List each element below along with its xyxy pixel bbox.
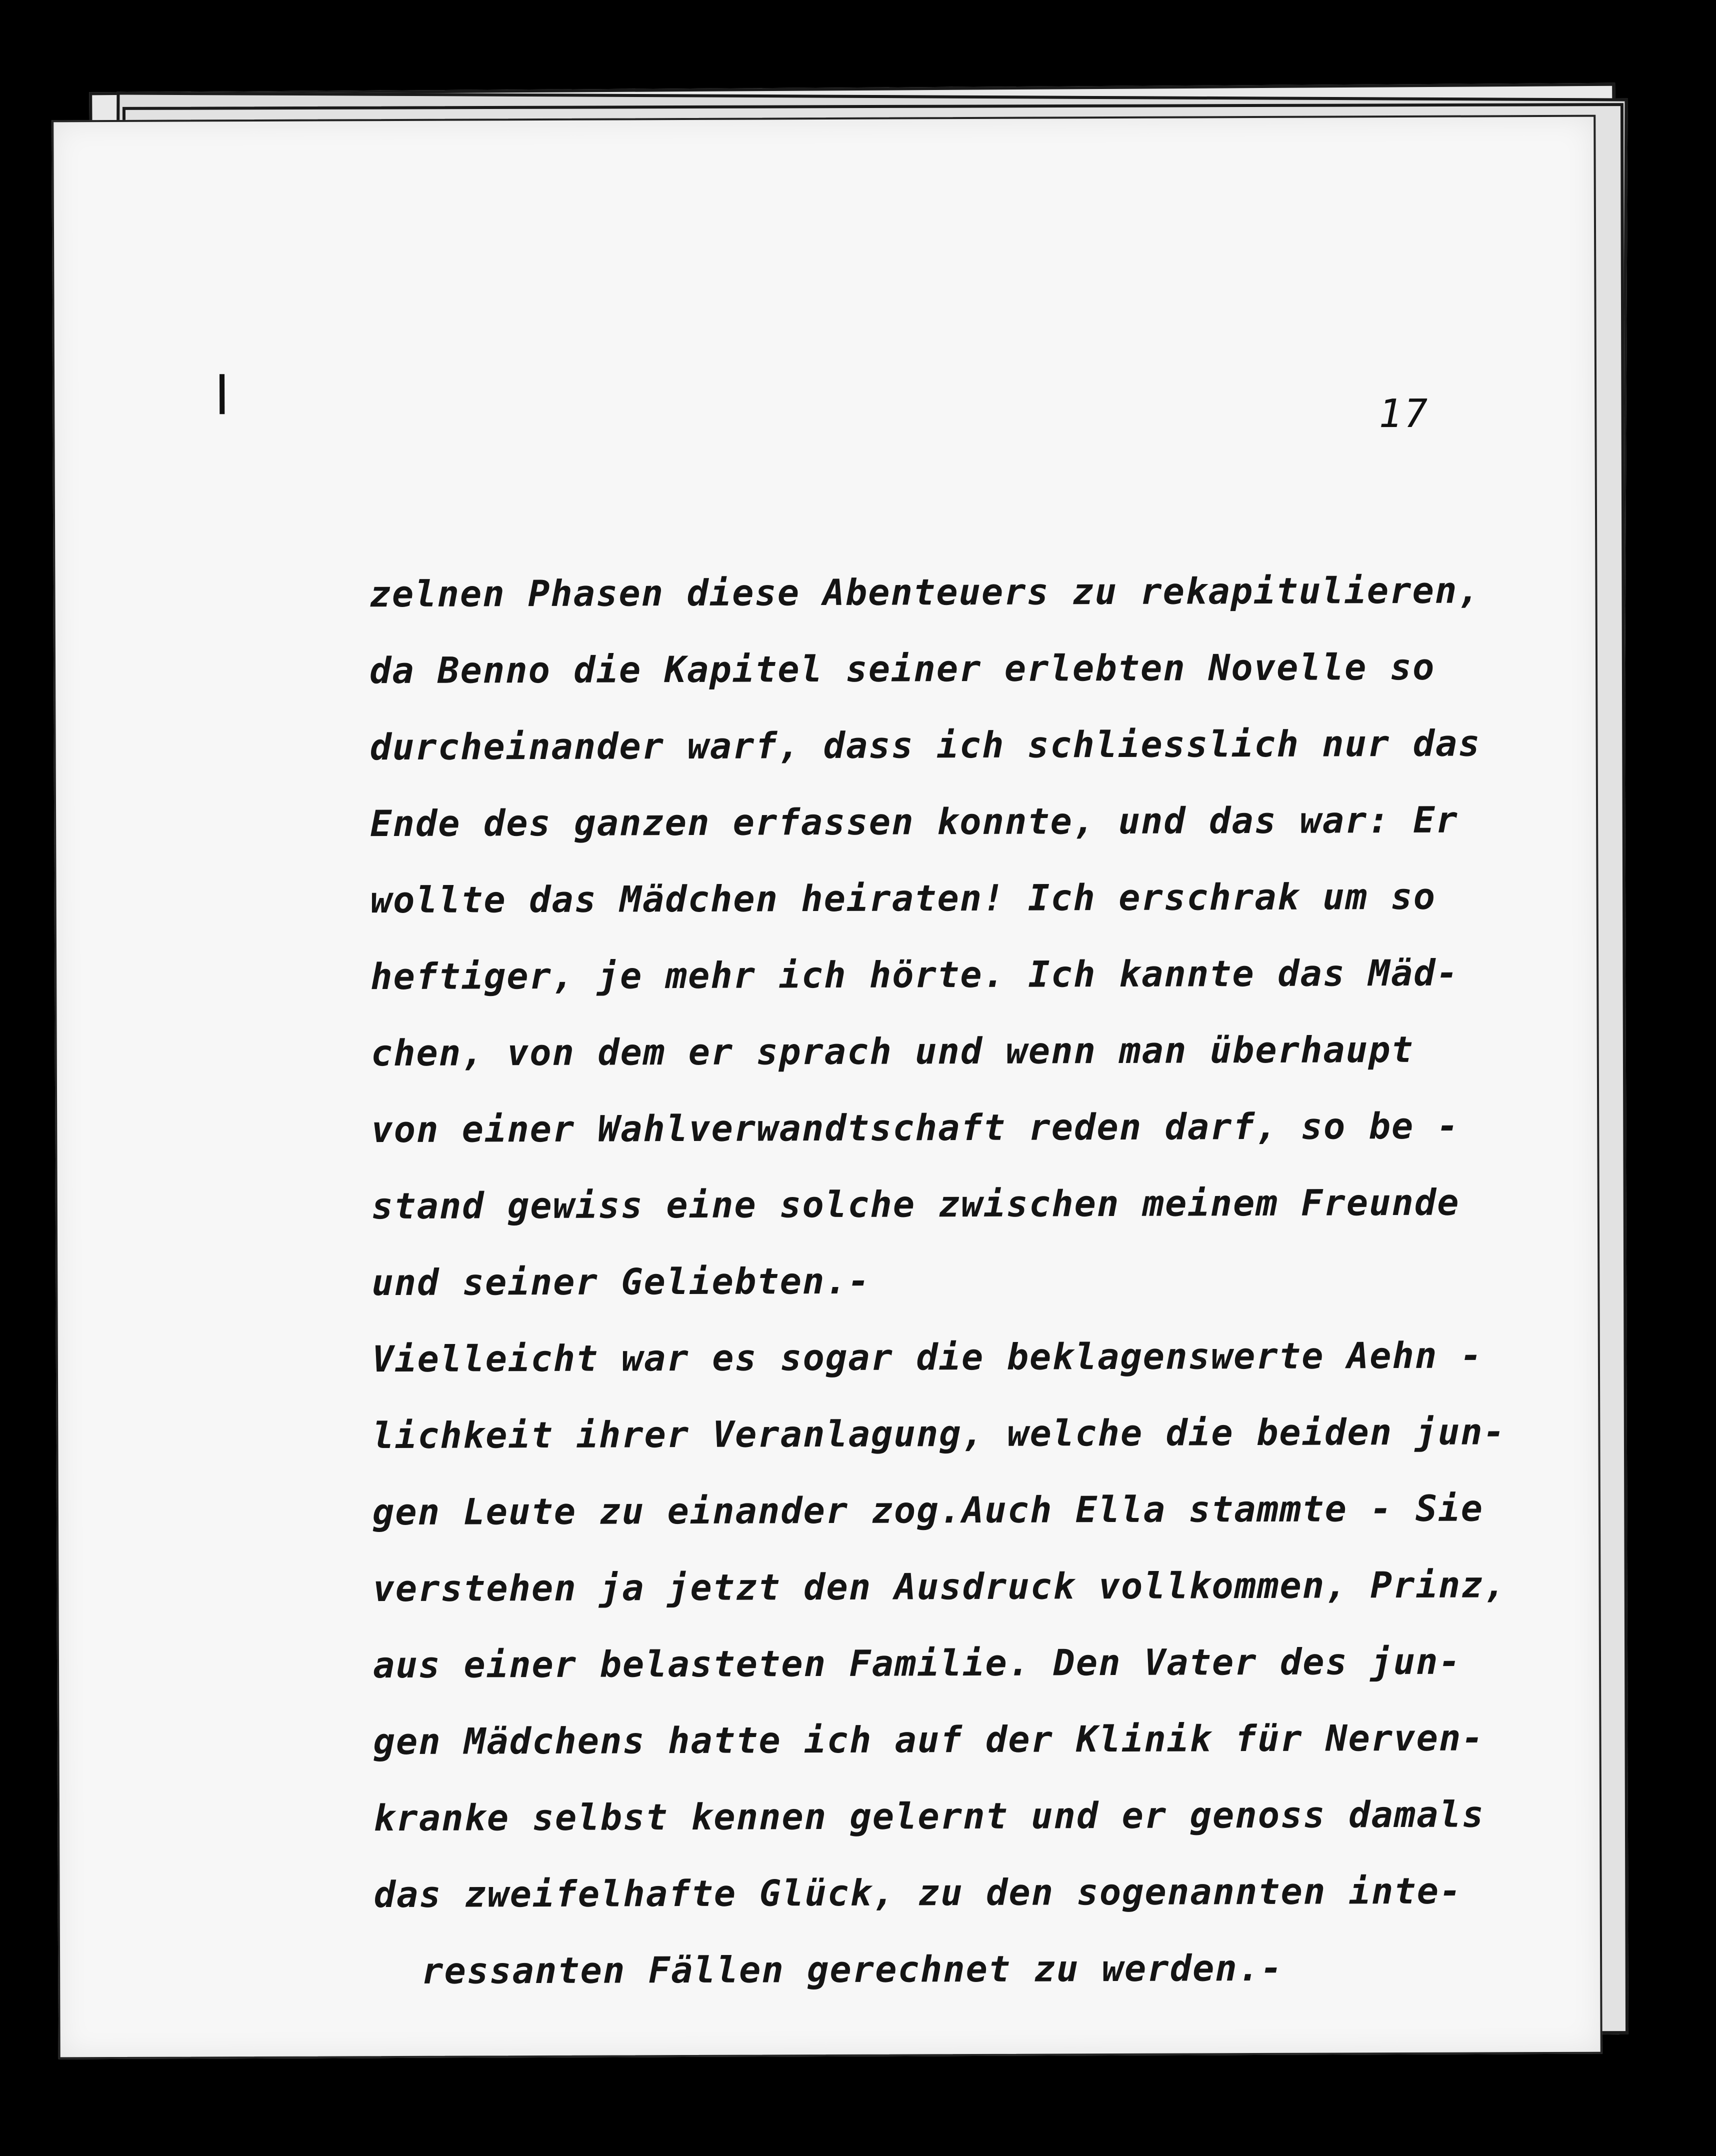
typewritten-page — [52, 115, 1602, 2060]
text-line: kranke selbst kennen gelernt und er genoss damals — [373, 1793, 1485, 1840]
text-line: lichkeit ihrer Veranlagung, welche die beiden jun- — [372, 1410, 1506, 1457]
text-line: von einer Wahlverwandtschaft reden darf, so be - — [371, 1104, 1460, 1151]
text-line: Ende des ganzen erfassen konnte, und das war: Er — [370, 798, 1458, 845]
text-line: gen Leute zu einander zog.Auch Ella stammte - Sie — [372, 1487, 1484, 1534]
text-line: und seiner Geliebten.- — [372, 1260, 871, 1304]
text-line: da Benno die Kapitel seiner erlebten Novelle so — [369, 646, 1436, 692]
text-line: das zweifelhafte Glück, zu den sogenannten inte- — [374, 1870, 1462, 1916]
text-line: heftiger, je mehr ich hörte. Ich kannte das Mäd- — [370, 952, 1460, 998]
body-text — [369, 552, 1554, 2010]
text-line: aus einer belasteten Familie. Den Vater des jun- — [372, 1640, 1462, 1686]
text-line: Vielleicht war es sogar die beklagenswerte Aehn - — [372, 1334, 1484, 1380]
text-line: gen Mädchens hatte ich auf der Klinik für Nerven- — [373, 1716, 1484, 1763]
margin-mark — [220, 374, 224, 414]
text-line: wollte das Mädchen heiraten! Ich erschrak um so — [370, 875, 1436, 922]
text-line: stand gewiss eine solche zwischen meinem Freunde — [371, 1181, 1460, 1228]
text-line: ressanten Fällen gerechnet zu werden.- — [422, 1946, 1284, 1992]
page-number: 17 — [1378, 391, 1430, 437]
text-line: chen, von dem er sprach und wenn man überhaupt — [370, 1028, 1414, 1074]
text-line: verstehen ja jetzt den Ausdruck vollkommen, Prinz, — [372, 1564, 1507, 1610]
text-line: durcheinander warf, dass ich schliesslich nur das — [370, 722, 1481, 768]
text-line: zelnen Phasen diese Abenteuers zu rekapitulieren, — [369, 569, 1480, 616]
